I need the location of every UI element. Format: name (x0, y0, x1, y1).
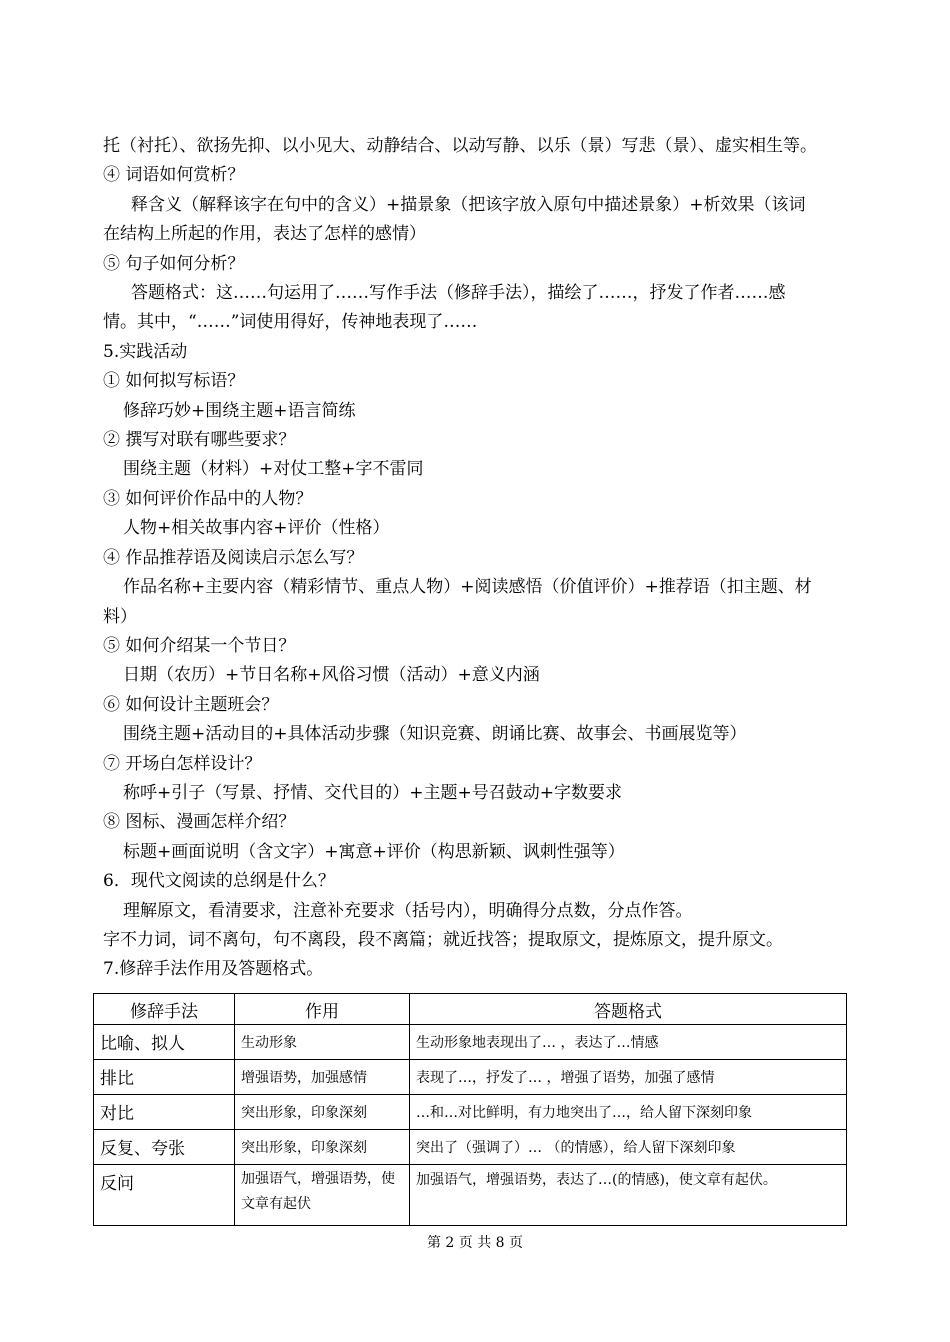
cell-format: 加强语气，增强语势，表达了…(的情感)，使文章有起伏。 (410, 1165, 847, 1226)
cell-effect: 增强语势，加强感情 (235, 1060, 410, 1095)
answer-line: 日期（农历）+节日名称+风俗习惯（活动）+意义内涵 (123, 665, 540, 686)
text-line: 字不力词，词不离句，句不离段，段不离篇；就近找答；提取原文，提炼原文，提升原文。 (103, 929, 783, 950)
cell-format: 表现了…，抒发了… ，增强了语势，加强了感情 (410, 1060, 847, 1095)
text-line: 托（衬托）、欲扬先抑、以小见大、动静结合、以动写静、以乐（景）写悲（景）、虚实相生等。 (103, 136, 817, 156)
answer-line: 人物+相关故事内容+评价（性格） (123, 518, 390, 539)
cell-device: 排比 (94, 1060, 235, 1095)
question-heading: ⑦ 开场白怎样设计？ (103, 753, 262, 774)
cell-device: 反问 (94, 1165, 235, 1226)
cell-format: 突出了（强调了）… （的情感），给人留下深刻印象 (410, 1130, 847, 1165)
cell-effect: 加强语气，增强语势，使文章有起伏 (235, 1165, 410, 1226)
header-device: 修辞手法 (94, 994, 235, 1025)
answer-line: 作品名称+主要内容（精彩情节、重点人物）+阅读感悟（价值评价）+推荐语（扣主题、材 (123, 577, 812, 598)
question-heading: ⑤ 如何介绍某一个节日？ (103, 635, 296, 656)
question-heading: ③ 如何评价作品中的人物？ (103, 488, 313, 509)
table-row (94, 1025, 847, 1060)
section-heading: 5.实践活动 (103, 341, 188, 362)
section-heading: 6．现代文阅读的总纲是什么？ (103, 871, 335, 892)
text-line: 情。其中，“……”词使用得好，传神地表现了…… (103, 312, 478, 333)
cell-device: 反复、夸张 (94, 1130, 235, 1165)
table-row (94, 1060, 847, 1095)
document-body (103, 132, 848, 985)
answer-line: 围绕主题（材料）+对仗工整+字不雷同 (123, 459, 424, 480)
header-effect: 作用 (235, 994, 410, 1025)
question-heading: ⑤ 句子如何分析？ (103, 253, 245, 274)
question-heading: ① 如何拟写标语？ (103, 371, 245, 392)
text-line: 释含义（解释该字在句中的含义）+描景象（把该字放入原句中描述景象）+析效果（该词 (131, 194, 806, 215)
answer-line: 围绕主题+活动目的+具体活动步骤（知识竞赛、朗诵比赛、故事会、书画展览等） (123, 724, 747, 745)
cell-device: 比喻、拟人 (94, 1025, 235, 1060)
answer-line: 理解原文，看清要求，注意补充要求（括号内），明确得分点数，分点作答。 (123, 900, 693, 921)
rhetoric-table (93, 993, 847, 1226)
question-heading: ④ 作品推荐语及阅读启示怎么写？ (103, 547, 364, 568)
table-row (94, 1165, 847, 1226)
question-heading: ⑧ 图标、漫画怎样介绍？ (103, 812, 296, 833)
question-heading: ④ 词语如何赏析？ (103, 165, 245, 186)
table-row (94, 1095, 847, 1130)
header-format: 答题格式 (410, 994, 847, 1025)
cell-effect: 突出形象，印象深刻 (235, 1095, 410, 1130)
question-heading: ⑥ 如何设计主题班会？ (103, 694, 279, 715)
cell-format: 生动形象地表现出了… ，表达了…情感 (410, 1025, 847, 1060)
table-row (94, 1130, 847, 1165)
text-line: 答题格式：这……句运用了……写作手法（修辞手法），描绘了……，抒发了作者……感 (131, 283, 786, 304)
cell-effect: 突出形象，印象深刻 (235, 1130, 410, 1165)
table-header-row (94, 994, 847, 1025)
answer-line: 料） (103, 606, 137, 627)
cell-effect: 生动形象 (235, 1025, 410, 1060)
cell-format: …和…对比鲜明，有力地突出了…，给人留下深刻印象 (410, 1095, 847, 1130)
text-line: 在结构上所起的作用，表达了怎样的感情） (103, 224, 426, 245)
section-heading: 7.修辞手法作用及答题格式。 (103, 959, 324, 980)
question-heading: ② 撰写对联有哪些要求？ (103, 430, 296, 451)
answer-line: 修辞巧妙+围绕主题+语言简练 (123, 400, 356, 421)
answer-line: 称呼+引子（写景、抒情、交代目的）+主题+号召鼓动+字数要求 (123, 782, 622, 803)
answer-line: 标题+画面说明（含文字）+寓意+评价（构思新颖、讽刺性强等） (123, 841, 625, 862)
page-footer: 第 2 页 共 8 页 (426, 1235, 524, 1251)
cell-device: 对比 (94, 1095, 235, 1130)
